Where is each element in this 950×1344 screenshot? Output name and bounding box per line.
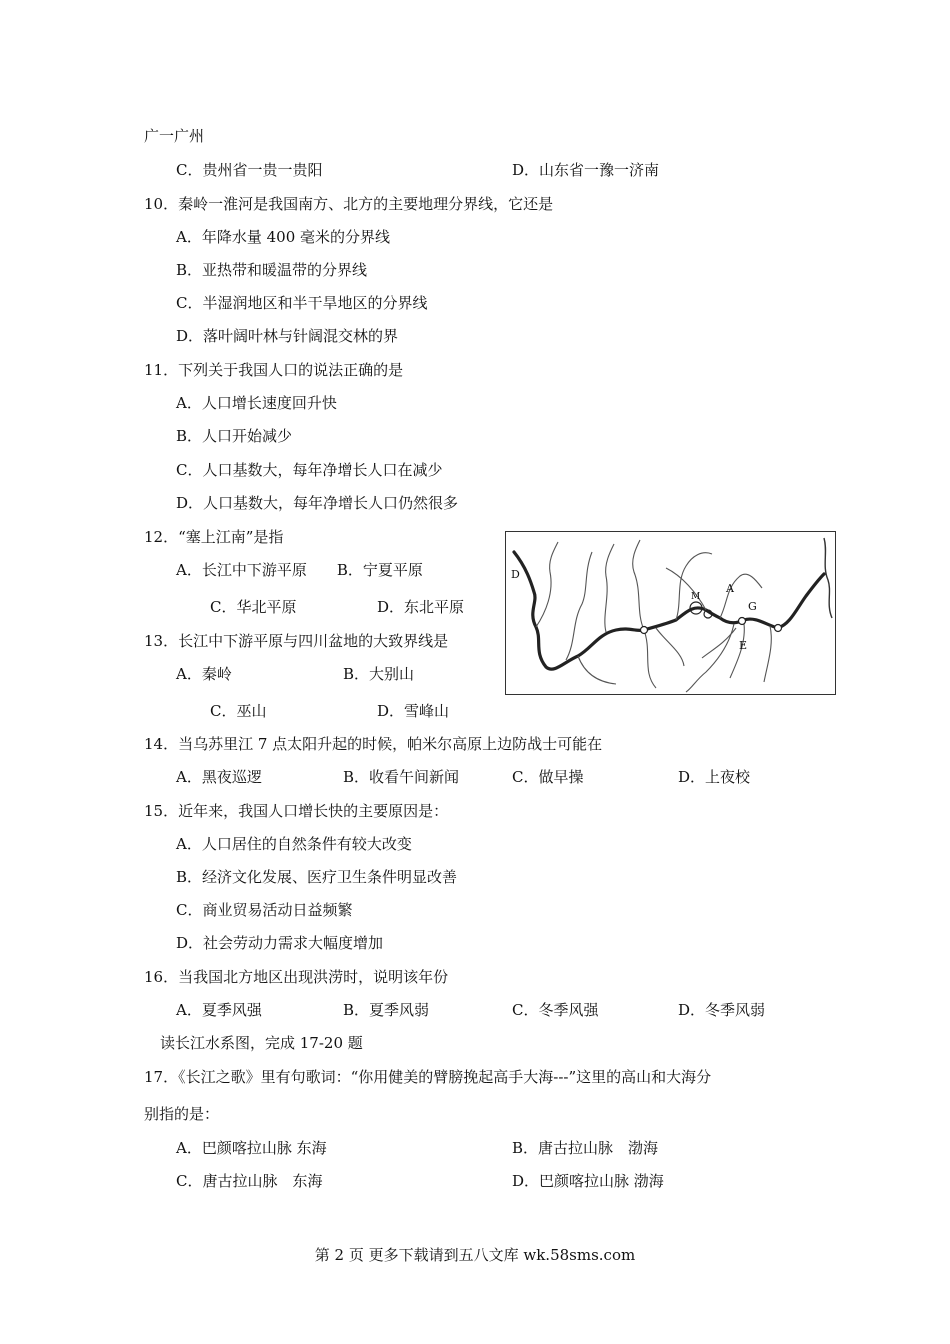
map-label-e: E bbox=[739, 639, 748, 652]
option-d: D．山东省一豫一济南 bbox=[512, 161, 660, 179]
yangtze-river-map bbox=[505, 531, 836, 695]
question-16: 16．当我国北方地区出现洪涝时，说明该年份 bbox=[144, 968, 449, 986]
option-b: B．亚热带和暖温带的分界线 bbox=[176, 261, 368, 279]
option-b: B．唐古拉山脉 渤海 bbox=[512, 1139, 659, 1157]
option-c: C．人口基数大，每年净增长人口在减少 bbox=[176, 461, 443, 479]
option-c: C．唐古拉山脉 东海 bbox=[176, 1172, 323, 1190]
question-17: 17．《长江之歌》里有句歌词：“你用健美的臂膀挽起高手大海---”这里的高山和大海分 bbox=[144, 1068, 712, 1086]
option-d: D．上夜校 bbox=[678, 768, 751, 786]
option-d: D．冬季风弱 bbox=[678, 1001, 766, 1019]
map-label-g: G bbox=[748, 600, 757, 613]
option-d: D．巴颜喀拉山脉 渤海 bbox=[512, 1172, 664, 1190]
option-d: D．雪峰山 bbox=[377, 702, 450, 720]
map-label-m: M bbox=[691, 592, 701, 602]
option-c: C．商业贸易活动日益频繁 bbox=[176, 901, 353, 919]
option-c: C．贵州省一贵一贵阳 bbox=[176, 161, 323, 179]
option-b: B．经济文化发展、医疗卫生条件明显改善 bbox=[176, 868, 458, 886]
city-marker bbox=[739, 618, 746, 625]
option-a: A．人口居住的自然条件有较大改变 bbox=[176, 835, 412, 853]
option-b: B．大别山 bbox=[343, 665, 415, 683]
coastline bbox=[824, 538, 832, 618]
option-d: D．东北平原 bbox=[377, 598, 465, 616]
option-a: A．黑夜巡逻 bbox=[176, 768, 262, 786]
option-a: A．秦岭 bbox=[176, 665, 232, 683]
option-b: B．人口开始减少 bbox=[176, 427, 293, 445]
map-label-a: A bbox=[726, 582, 734, 595]
question-13: 13．长江中下游平原与四川盆地的大致界线是 bbox=[144, 632, 449, 650]
option-c: C．华北平原 bbox=[210, 598, 297, 616]
option-c: C．巫山 bbox=[210, 702, 267, 720]
option-ab: A．长江中下游平原 B．宁夏平原 bbox=[176, 561, 423, 579]
question-17-cont: 别指的是： bbox=[144, 1105, 220, 1123]
question-11: 11．下列关于我国人口的说法正确的是 bbox=[144, 361, 404, 379]
option-d: D．人口基数大，每年净增长人口仍然很多 bbox=[176, 494, 459, 512]
option-b: B．收看午间新闻 bbox=[343, 768, 460, 786]
option-d: D．落叶阔叶林与针阔混交林的界 bbox=[176, 327, 399, 345]
question-15: 15．近年来，我国人口增长快的主要原因是： bbox=[144, 802, 449, 820]
option-c: C．做早操 bbox=[512, 768, 584, 786]
reading-instruction: 读长江水系图，完成 17-20 题 bbox=[160, 1034, 363, 1052]
map-label-d: D bbox=[511, 568, 520, 581]
city-marker bbox=[775, 625, 782, 632]
question-14: 14．当乌苏里江 7 点太阳升起的时候，帕米尔高原上边防战士可能在 bbox=[144, 735, 603, 753]
option-c: C．冬季风强 bbox=[512, 1001, 599, 1019]
option-a: A．巴颜喀拉山脉 东海 bbox=[176, 1139, 327, 1157]
option-a: A．人口增长速度回升快 bbox=[176, 394, 337, 412]
question-12: 12．“塞上江南”是指 bbox=[144, 528, 284, 546]
option-b: B．夏季风弱 bbox=[343, 1001, 430, 1019]
page-footer: 第 2 页 更多下载请到五八文库 wk.58sms.com bbox=[314, 1246, 636, 1264]
option-d: D．社会劳动力需求大幅度增加 bbox=[176, 934, 384, 952]
city-marker bbox=[641, 627, 648, 634]
option-a: A．年降水量 400 毫米的分界线 bbox=[176, 228, 391, 246]
text-line: 广一广州 bbox=[144, 127, 205, 145]
option-a: A．夏季风强 bbox=[176, 1001, 262, 1019]
option-c: C．半湿润地区和半干旱地区的分界线 bbox=[176, 294, 428, 312]
question-10: 10．秦岭一淮河是我国南方、北方的主要地理分界线，它还是 bbox=[144, 195, 554, 213]
